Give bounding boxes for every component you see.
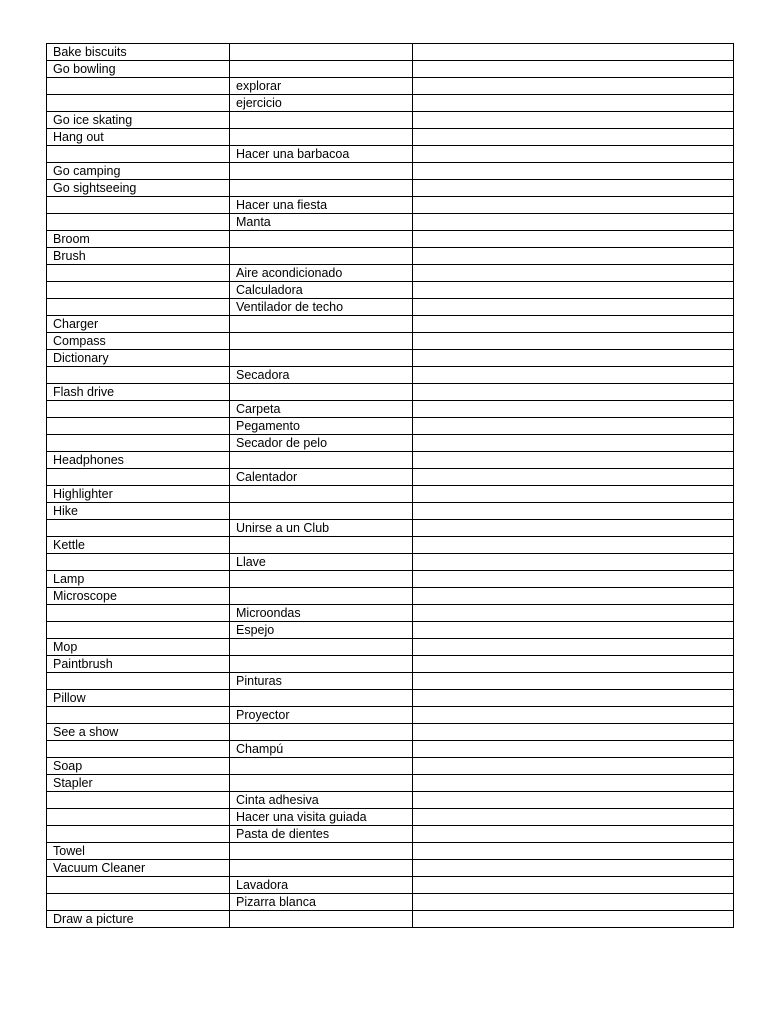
blank-cell <box>413 95 734 112</box>
table-row <box>47 775 734 792</box>
spanish-term-cell: ejercicio <box>230 95 413 112</box>
english-term-cell <box>47 418 230 435</box>
blank-cell <box>413 639 734 656</box>
blank-cell <box>413 741 734 758</box>
blank-cell <box>413 112 734 129</box>
english-term-cell: Hike <box>47 503 230 520</box>
table-row <box>47 656 734 673</box>
table-row <box>47 248 734 265</box>
spanish-term-cell: Pegamento <box>230 418 413 435</box>
english-term-cell: Headphones <box>47 452 230 469</box>
spanish-term-cell <box>230 350 413 367</box>
blank-cell <box>413 758 734 775</box>
blank-cell <box>413 350 734 367</box>
blank-cell <box>413 622 734 639</box>
english-term-cell <box>47 367 230 384</box>
blank-cell <box>413 690 734 707</box>
table-row <box>47 758 734 775</box>
blank-cell <box>413 469 734 486</box>
english-term-cell <box>47 894 230 911</box>
blank-cell <box>413 452 734 469</box>
spanish-term-cell <box>230 163 413 180</box>
table-row <box>47 384 734 401</box>
blank-cell <box>413 520 734 537</box>
blank-cell <box>413 180 734 197</box>
spanish-term-cell: Unirse a un Club <box>230 520 413 537</box>
spanish-term-cell <box>230 384 413 401</box>
blank-cell <box>413 197 734 214</box>
english-term-cell <box>47 265 230 282</box>
english-term-cell <box>47 469 230 486</box>
blank-cell <box>413 571 734 588</box>
table-row <box>47 418 734 435</box>
spanish-term-cell <box>230 486 413 503</box>
blank-cell <box>413 673 734 690</box>
table-row <box>47 367 734 384</box>
table-row <box>47 78 734 95</box>
spanish-term-cell: Secadora <box>230 367 413 384</box>
spanish-term-cell: Calculadora <box>230 282 413 299</box>
blank-cell <box>413 503 734 520</box>
english-term-cell <box>47 707 230 724</box>
english-term-cell: Stapler <box>47 775 230 792</box>
spanish-term-cell <box>230 911 413 928</box>
english-term-cell <box>47 792 230 809</box>
table-row <box>47 231 734 248</box>
spanish-term-cell <box>230 656 413 673</box>
english-term-cell <box>47 826 230 843</box>
spanish-term-cell: Manta <box>230 214 413 231</box>
blank-cell <box>413 792 734 809</box>
table-row <box>47 350 734 367</box>
table-row <box>47 452 734 469</box>
table-row <box>47 214 734 231</box>
spanish-term-cell: Hacer una visita guiada <box>230 809 413 826</box>
table-row <box>47 486 734 503</box>
spanish-term-cell: Calentador <box>230 469 413 486</box>
blank-cell <box>413 61 734 78</box>
english-term-cell <box>47 78 230 95</box>
table-row <box>47 316 734 333</box>
spanish-term-cell <box>230 775 413 792</box>
english-term-cell <box>47 605 230 622</box>
spanish-term-cell: explorar <box>230 78 413 95</box>
english-term-cell: Draw a picture <box>47 911 230 928</box>
english-term-cell <box>47 282 230 299</box>
table-row <box>47 197 734 214</box>
english-term-cell <box>47 95 230 112</box>
blank-cell <box>413 486 734 503</box>
spanish-term-cell: Carpeta <box>230 401 413 418</box>
spanish-term-cell <box>230 588 413 605</box>
english-term-cell: Mop <box>47 639 230 656</box>
blank-cell <box>413 146 734 163</box>
table-row <box>47 588 734 605</box>
table-row <box>47 163 734 180</box>
spanish-term-cell <box>230 503 413 520</box>
vocabulary-table <box>46 43 734 928</box>
table-row <box>47 741 734 758</box>
spanish-term-cell <box>230 843 413 860</box>
english-term-cell <box>47 146 230 163</box>
blank-cell <box>413 401 734 418</box>
english-term-cell <box>47 554 230 571</box>
spanish-term-cell <box>230 231 413 248</box>
table-row <box>47 673 734 690</box>
blank-cell <box>413 588 734 605</box>
blank-cell <box>413 299 734 316</box>
english-term-cell: Towel <box>47 843 230 860</box>
table-row <box>47 282 734 299</box>
table-row <box>47 299 734 316</box>
blank-cell <box>413 775 734 792</box>
table-row <box>47 95 734 112</box>
table-row <box>47 605 734 622</box>
english-term-cell <box>47 435 230 452</box>
english-term-cell: Compass <box>47 333 230 350</box>
english-term-cell: Go bowling <box>47 61 230 78</box>
table-row <box>47 61 734 78</box>
spanish-term-cell: Aire acondicionado <box>230 265 413 282</box>
spanish-term-cell <box>230 571 413 588</box>
blank-cell <box>413 911 734 928</box>
blank-cell <box>413 418 734 435</box>
english-term-cell: Go ice skating <box>47 112 230 129</box>
spanish-term-cell <box>230 248 413 265</box>
english-term-cell <box>47 673 230 690</box>
table-row <box>47 435 734 452</box>
english-term-cell: Kettle <box>47 537 230 554</box>
blank-cell <box>413 282 734 299</box>
english-term-cell <box>47 299 230 316</box>
english-term-cell <box>47 401 230 418</box>
blank-cell <box>413 129 734 146</box>
blank-cell <box>413 809 734 826</box>
table-row <box>47 180 734 197</box>
table-row <box>47 112 734 129</box>
spanish-term-cell <box>230 316 413 333</box>
table-row <box>47 520 734 537</box>
table-row <box>47 571 734 588</box>
blank-cell <box>413 843 734 860</box>
table-row <box>47 129 734 146</box>
blank-cell <box>413 826 734 843</box>
spanish-term-cell <box>230 690 413 707</box>
blank-cell <box>413 214 734 231</box>
english-term-cell: Hang out <box>47 129 230 146</box>
table-row <box>47 333 734 350</box>
table-row <box>47 401 734 418</box>
spanish-term-cell <box>230 333 413 350</box>
english-term-cell <box>47 622 230 639</box>
english-term-cell <box>47 520 230 537</box>
english-term-cell <box>47 741 230 758</box>
spanish-term-cell <box>230 639 413 656</box>
english-term-cell: Dictionary <box>47 350 230 367</box>
table-row <box>47 724 734 741</box>
table-row <box>47 843 734 860</box>
english-term-cell: Charger <box>47 316 230 333</box>
blank-cell <box>413 554 734 571</box>
english-term-cell: Microscope <box>47 588 230 605</box>
english-term-cell: Go sightseeing <box>47 180 230 197</box>
spanish-term-cell: Llave <box>230 554 413 571</box>
spanish-term-cell: Pizarra blanca <box>230 894 413 911</box>
spanish-term-cell: Champú <box>230 741 413 758</box>
blank-cell <box>413 44 734 61</box>
table-row <box>47 44 734 61</box>
blank-cell <box>413 605 734 622</box>
table-row <box>47 690 734 707</box>
english-term-cell: Lamp <box>47 571 230 588</box>
blank-cell <box>413 435 734 452</box>
table-row <box>47 265 734 282</box>
table-row <box>47 792 734 809</box>
english-term-cell: Flash drive <box>47 384 230 401</box>
blank-cell <box>413 367 734 384</box>
blank-cell <box>413 894 734 911</box>
table-row <box>47 503 734 520</box>
spanish-term-cell <box>230 537 413 554</box>
spanish-term-cell: Proyector <box>230 707 413 724</box>
spanish-term-cell: Pinturas <box>230 673 413 690</box>
english-term-cell <box>47 877 230 894</box>
spanish-term-cell: Hacer una barbacoa <box>230 146 413 163</box>
blank-cell <box>413 877 734 894</box>
table-row <box>47 860 734 877</box>
table-body <box>47 44 734 928</box>
table-row <box>47 146 734 163</box>
blank-cell <box>413 316 734 333</box>
english-term-cell: See a show <box>47 724 230 741</box>
table-row <box>47 537 734 554</box>
table-row <box>47 707 734 724</box>
blank-cell <box>413 724 734 741</box>
spanish-term-cell <box>230 129 413 146</box>
spanish-term-cell <box>230 180 413 197</box>
english-term-cell <box>47 214 230 231</box>
blank-cell <box>413 656 734 673</box>
spanish-term-cell: Espejo <box>230 622 413 639</box>
english-term-cell: Vacuum Cleaner <box>47 860 230 877</box>
blank-cell <box>413 384 734 401</box>
english-term-cell: Bake biscuits <box>47 44 230 61</box>
english-term-cell <box>47 197 230 214</box>
spanish-term-cell: Cinta adhesiva <box>230 792 413 809</box>
blank-cell <box>413 537 734 554</box>
spanish-term-cell: Pasta de dientes <box>230 826 413 843</box>
spanish-term-cell <box>230 724 413 741</box>
english-term-cell: Brush <box>47 248 230 265</box>
spanish-term-cell <box>230 758 413 775</box>
table-row <box>47 639 734 656</box>
blank-cell <box>413 163 734 180</box>
english-term-cell: Paintbrush <box>47 656 230 673</box>
english-term-cell: Highlighter <box>47 486 230 503</box>
spanish-term-cell <box>230 860 413 877</box>
table-row <box>47 877 734 894</box>
table-row <box>47 911 734 928</box>
blank-cell <box>413 707 734 724</box>
table-row <box>47 469 734 486</box>
spanish-term-cell <box>230 452 413 469</box>
table-row <box>47 622 734 639</box>
english-term-cell: Soap <box>47 758 230 775</box>
blank-cell <box>413 78 734 95</box>
spanish-term-cell: Secador de pelo <box>230 435 413 452</box>
english-term-cell: Go camping <box>47 163 230 180</box>
english-term-cell: Pillow <box>47 690 230 707</box>
blank-cell <box>413 265 734 282</box>
spanish-term-cell <box>230 44 413 61</box>
blank-cell <box>413 231 734 248</box>
blank-cell <box>413 860 734 877</box>
spanish-term-cell: Ventilador de techo <box>230 299 413 316</box>
blank-cell <box>413 248 734 265</box>
spanish-term-cell <box>230 112 413 129</box>
english-term-cell <box>47 809 230 826</box>
spanish-term-cell: Hacer una fiesta <box>230 197 413 214</box>
spanish-term-cell: Lavadora <box>230 877 413 894</box>
table-row <box>47 554 734 571</box>
blank-cell <box>413 333 734 350</box>
spanish-term-cell: Microondas <box>230 605 413 622</box>
spanish-term-cell <box>230 61 413 78</box>
table-row <box>47 809 734 826</box>
table-row <box>47 894 734 911</box>
table-row <box>47 826 734 843</box>
english-term-cell: Broom <box>47 231 230 248</box>
